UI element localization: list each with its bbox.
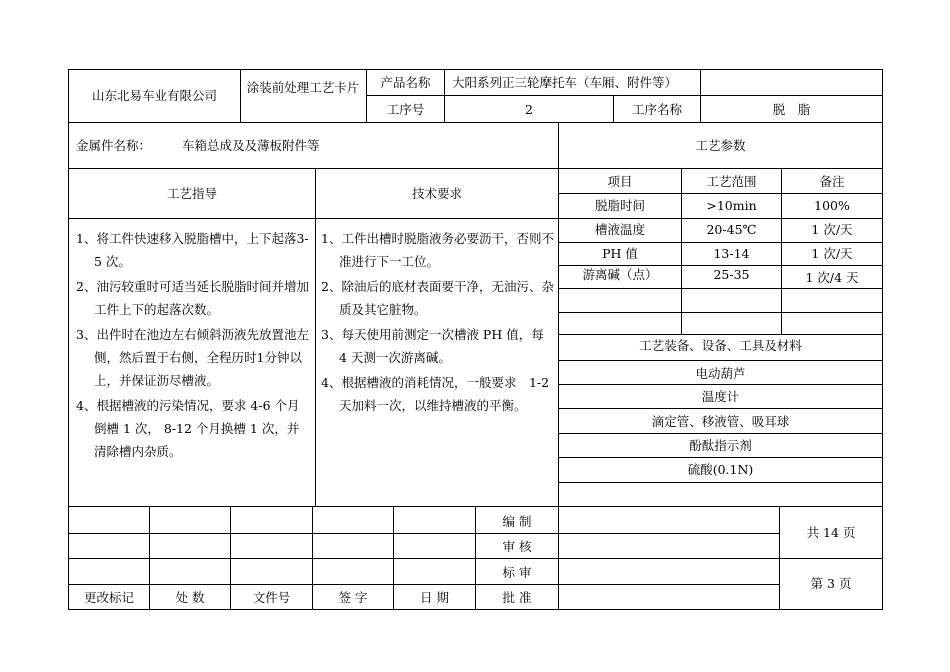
params-cell: 20-45℃ (706, 222, 757, 237)
params-cell: 槽液温度 (594, 222, 645, 237)
equipment-item: 电动葫芦 (695, 366, 746, 381)
requirement-item: 2、除油后的底材表面要干净，无油污、杂质及其它脏物。 (321, 279, 554, 317)
process-no-label: 工序号 (386, 102, 425, 117)
footer-standard: 标 审 (502, 565, 532, 580)
requirements-heading: 技术要求 (411, 186, 462, 201)
requirements-list (321, 227, 554, 419)
h-divider (558, 457, 882, 458)
equipment-item: 硫酸(0.1N) (687, 462, 754, 477)
params-cell: 1 次/天 (811, 222, 853, 237)
footer-signature: 签 字 (338, 590, 368, 605)
company-name: 山东北易车业有限公司 (91, 88, 217, 103)
h-divider (558, 482, 882, 483)
h-divider (68, 168, 883, 169)
h-divider (558, 312, 882, 313)
frame-right (882, 69, 883, 610)
h-divider (68, 506, 558, 507)
h-divider (558, 265, 882, 266)
h-divider (558, 242, 882, 243)
h-divider (558, 360, 882, 361)
footer-compile: 编 制 (502, 514, 532, 529)
h-divider (68, 533, 780, 534)
params-cell: >10min (706, 198, 757, 213)
requirement-item: 3、每天使用前测定一次槽液 PH 值，每 4 天测一次游离碱。 (321, 327, 544, 365)
h-divider (68, 218, 558, 219)
params-cell: 脱脂时间 (594, 198, 645, 213)
frame-left (68, 69, 69, 610)
h-divider (558, 408, 882, 409)
equipment-item: 滴定管、移液管、吸耳球 (651, 414, 790, 429)
params-cell: 13-14 (713, 246, 750, 261)
h-divider (68, 122, 883, 123)
params-col-header: 项目 (607, 174, 633, 189)
guidance-item: 3、出件时在池边左右倾斜沥液先放置池左侧，然后置于右侧，全程历时1分钟以上，并保证沥尽槽液。 (76, 327, 309, 388)
h-divider (558, 193, 882, 194)
params-col-header: 备注 (819, 174, 845, 189)
card-title: 涂装前处理工艺卡片 (246, 80, 360, 95)
h-divider (558, 288, 882, 289)
equipment-item: 酚酞指示剂 (689, 438, 752, 453)
h-divider (558, 506, 882, 507)
params-cell: PH 值 (602, 246, 638, 261)
guidance-item: 1、将工件快速移入脱脂槽中，上下起落3-5 次。 (76, 231, 309, 269)
footer-date: 日 期 (420, 590, 449, 605)
params-col-header: 工艺范围 (706, 174, 757, 189)
frame-top (68, 69, 883, 70)
product-name-label: 产品名称 (380, 75, 431, 90)
params-heading: 工艺参数 (695, 138, 746, 153)
h-divider (68, 584, 780, 585)
requirement-item: 1、工件出槽时脱脂液务必要沥干，否则不准进行下一工位。 (321, 231, 554, 269)
h-divider (558, 334, 882, 335)
h-divider (558, 218, 882, 219)
process-name: 脱 脂 (772, 102, 811, 117)
requirement-item: 4、根据槽液的消耗情况，一般要求 1-2 天加料一次，以维持槽液的平衡。 (321, 375, 550, 413)
params-cell: 游离碱（点） (582, 267, 658, 282)
footer-count: 处 数 (175, 590, 205, 605)
footer-file-no: 文件号 (252, 590, 291, 605)
h-divider (558, 384, 882, 385)
params-cell: 100% (814, 198, 850, 213)
v-divider (315, 168, 316, 506)
footer-approve: 批 准 (502, 590, 532, 605)
guidance-list (76, 227, 310, 465)
page-number: 第 3 页 (810, 576, 852, 591)
part-name: 车箱总成及及薄板附件等 (182, 138, 320, 153)
equipment-title: 工艺装备、设备、工具及材料 (639, 338, 802, 353)
params-cell: 1 次/天 (811, 246, 853, 261)
guidance-item: 4、根据槽液的污染情况，要求 4-6 个月倒槽 1 次， 8-12 个月换槽 1 次，并清除槽内杂质。 (76, 398, 300, 459)
process-no: 2 (525, 102, 533, 117)
total-pages: 共 14 页 (806, 525, 856, 540)
equipment-item: 温度计 (701, 389, 740, 404)
guidance-item: 2、油污较重时可适当延长脱脂时间并增加工件上下的起落次数。 (76, 279, 309, 317)
guidance-heading: 工艺指导 (166, 186, 217, 201)
h-divider (558, 433, 882, 434)
params-cell: 25-35 (713, 267, 750, 282)
params-cell: 1 次/4 天 (805, 270, 859, 285)
v-divider (779, 506, 780, 610)
product-name: 大阳系列正三轮摩托车（车厢、附件等） (452, 75, 678, 90)
footer-review: 审 核 (502, 539, 532, 554)
v-divider (240, 69, 241, 123)
process-name-label: 工序名称 (631, 102, 682, 117)
footer-change-mark: 更改标记 (83, 590, 134, 605)
part-label: 金属件名称： (76, 138, 152, 153)
